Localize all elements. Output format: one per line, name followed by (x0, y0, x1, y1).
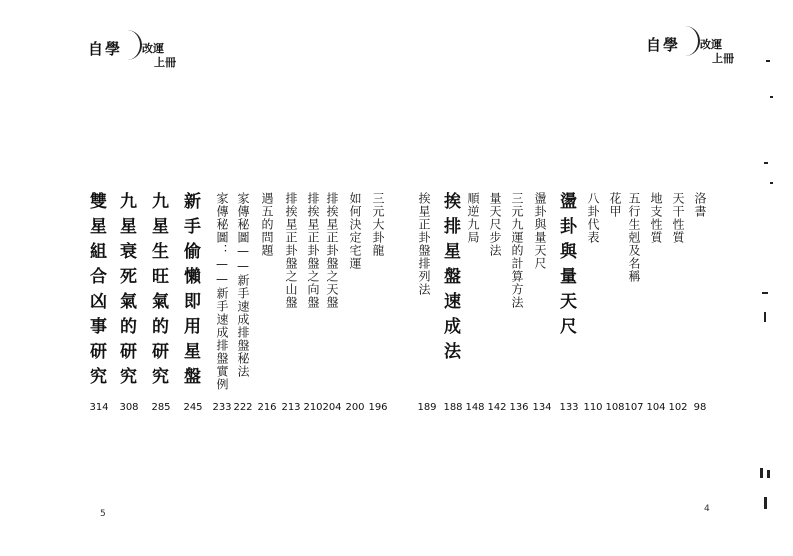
toc-entry[interactable] (180, 192, 200, 392)
toc-entry-title: 順逆九局 (466, 192, 480, 244)
logo-sub-text-1: 改運 (142, 42, 164, 55)
logo-main-text: 自學 (88, 40, 123, 58)
toc-page-number: 196 (368, 402, 388, 413)
toc-entry-title: 排挨星正卦盤之山盤 (284, 192, 298, 309)
toc-page-number: 104 (646, 402, 666, 413)
header-logo (646, 30, 756, 70)
toc-entry-title: 家傳秘圖：——新手速成排盤實例 (215, 192, 229, 391)
toc-entry[interactable] (530, 192, 550, 270)
toc-entry[interactable] (86, 192, 106, 392)
toc-page-number: 210 (303, 402, 323, 413)
toc-page-number: 200 (345, 402, 365, 413)
scan-mark (762, 292, 768, 294)
toc-page-number: 110 (583, 402, 603, 413)
toc-page-number: 189 (417, 402, 437, 413)
toc-entry[interactable] (116, 192, 136, 392)
toc-entry-title: 八卦代表 (586, 192, 600, 244)
scan-mark (770, 182, 773, 184)
toc-page-number: 188 (443, 402, 463, 413)
toc-entry[interactable] (281, 192, 301, 309)
logo-bracket (126, 30, 142, 60)
toc-entry[interactable] (440, 192, 460, 367)
logo-sub-text-1: 改運 (700, 38, 722, 51)
toc-page-number: 285 (151, 402, 171, 413)
toc-page-number: 98 (693, 402, 707, 413)
toc-entry[interactable] (463, 192, 483, 244)
scan-mark (770, 96, 773, 98)
toc-page-number: 102 (668, 402, 688, 413)
scan-mark (764, 162, 768, 164)
toc-page-number: 107 (624, 402, 644, 413)
toc-entry-title: 排挨星正卦盤之天盤 (325, 192, 339, 309)
scan-mark (760, 468, 763, 478)
toc-entry[interactable] (414, 192, 434, 296)
toc-page-number: 134 (532, 402, 552, 413)
toc-entry[interactable] (507, 192, 527, 309)
toc-entry-title: 雙星組合凶事研究 (86, 192, 106, 392)
toc-entry-title: 如何決定宅運 (348, 192, 362, 270)
toc-entry[interactable] (303, 192, 323, 309)
scan-mark (764, 497, 767, 509)
toc-page-number: 213 (281, 402, 301, 413)
toc-entry[interactable] (345, 192, 365, 270)
page-folio: 5 (100, 509, 106, 519)
toc-page-number: 245 (183, 402, 203, 413)
toc-entry[interactable] (212, 192, 232, 391)
toc-entry-title: 盪卦與量天尺 (556, 192, 576, 342)
toc-entry-title: 遇五的問題 (260, 192, 274, 257)
toc-entry[interactable] (556, 192, 576, 342)
toc-entry[interactable] (690, 192, 710, 218)
header-logo (88, 34, 198, 74)
toc-page-number: 142 (487, 402, 507, 413)
toc-entry-title: 量天尺步法 (488, 192, 502, 257)
toc-page-number: 204 (322, 402, 342, 413)
toc-entry-title: 家傳秘圖——新手速成排盤秘法 (236, 192, 250, 378)
toc-entry-title: 三元九運的計算方法 (510, 192, 524, 309)
toc-entry-title: 天干性質 (671, 192, 685, 244)
toc-entry-title: 花甲 (608, 192, 622, 218)
scan-mark (766, 60, 770, 62)
logo-sub-text-2: 上冊 (712, 52, 734, 65)
toc-entry[interactable] (485, 192, 505, 257)
toc-page-number: 233 (212, 402, 232, 413)
toc-page-number: 222 (233, 402, 253, 413)
toc-entry-title: 排挨星正卦盤之向盤 (306, 192, 320, 309)
toc-entry-title: 挨排星盤速成法 (440, 192, 460, 367)
toc-entry[interactable] (322, 192, 342, 309)
toc-entry-title: 洛書 (693, 192, 707, 218)
toc-page-number: 108 (605, 402, 625, 413)
right-page (396, 0, 793, 556)
toc-page-number: 136 (509, 402, 529, 413)
toc-page-number: 308 (119, 402, 139, 413)
toc-page-number: 133 (559, 402, 579, 413)
toc-page-number: 216 (257, 402, 277, 413)
toc-entry[interactable] (583, 192, 603, 244)
toc-page-number: 314 (89, 402, 109, 413)
toc-entry[interactable] (148, 192, 168, 392)
toc-entry[interactable] (624, 192, 644, 283)
logo-main-text: 自學 (646, 36, 681, 54)
toc-entry-title: 九星衰死氣的研究 (116, 192, 136, 392)
toc-entry-title: 地支性質 (649, 192, 663, 244)
left-page (0, 0, 396, 556)
toc-entry[interactable] (646, 192, 666, 244)
page-folio: 4 (704, 504, 710, 514)
toc-entry-title: 挨星正卦盤排列法 (417, 192, 431, 296)
toc-entry-title: 盪卦與量天尺 (533, 192, 547, 270)
toc-entry[interactable] (668, 192, 688, 244)
toc-entry[interactable] (368, 192, 388, 257)
toc-page-number: 148 (465, 402, 485, 413)
toc-entry[interactable] (257, 192, 277, 257)
scan-mark (764, 312, 766, 322)
toc-entry-title: 九星生旺氣的研究 (148, 192, 168, 392)
toc-entry[interactable] (605, 192, 625, 218)
logo-bracket (684, 26, 700, 56)
toc-entry[interactable] (233, 192, 253, 378)
scan-mark (767, 470, 770, 478)
toc-entry-title: 三元大卦龍 (371, 192, 385, 257)
toc-entry-title: 五行生剋及名稱 (627, 192, 641, 283)
toc-entry-title: 新手偷懶即用星盤 (180, 192, 200, 392)
logo-sub-text-2: 上冊 (154, 56, 176, 69)
